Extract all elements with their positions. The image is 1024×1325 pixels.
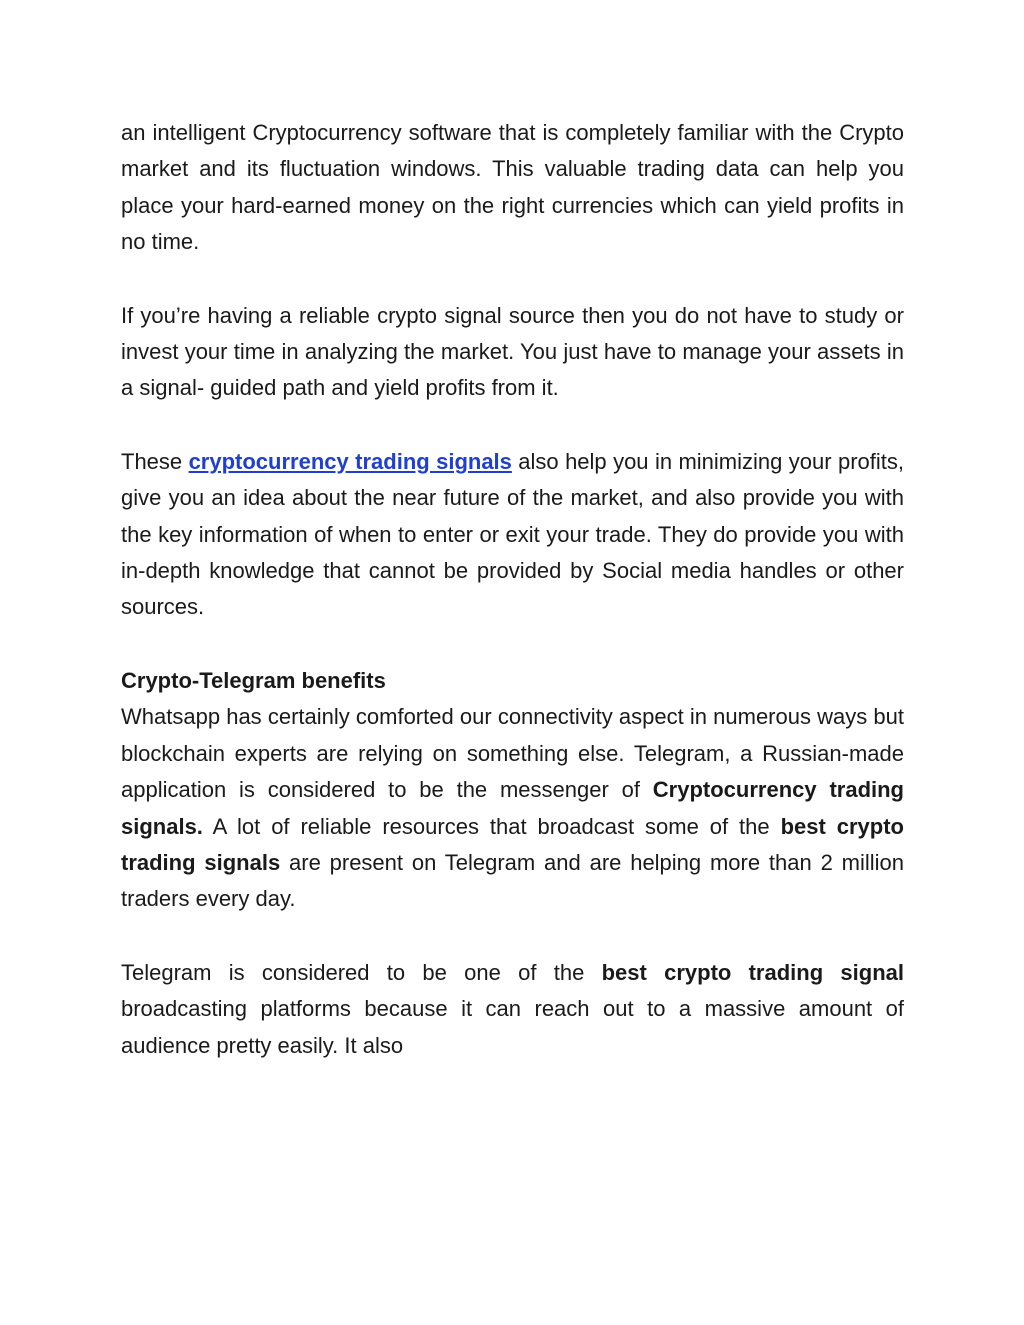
paragraph-intro xyxy=(121,115,904,261)
paragraph-trading-signals xyxy=(121,444,904,626)
paragraph-telegram xyxy=(121,699,904,917)
paragraph-trading-signals-after: also help you in minimizing your profits, give you an idea about the near future of the market, and also provide you with the key information of when to enter or exit your trade. They do provide you with in-depth knowledge that cannot be provided by Social media handles or other sources. xyxy=(121,448,905,620)
document-page xyxy=(121,115,904,1101)
paragraph-broadcasting xyxy=(121,955,904,1064)
paragraph-broadcasting-text-1: Telegram is considered to be one of the xyxy=(121,959,602,985)
paragraph-telegram-text-2: A lot of reliable resources that broadcast some of the xyxy=(202,813,781,839)
paragraph-intro-text: an intelligent Cryptocurrency software that is completely familiar with the Crypto market and its fluctuation windows. This valuable trading data can help you place your hard-earned money on the right currencies which can yield profits in no time. xyxy=(121,120,904,255)
cryptocurrency-trading-signals-link[interactable]: cryptocurrency trading signals xyxy=(188,448,512,474)
paragraph-telegram-text-3: are present on Telegram and are helping more than 2 million traders every day. xyxy=(121,849,904,912)
paragraph-trading-signals-before: These xyxy=(121,448,189,474)
paragraph-signal-source-text: If you’re having a reliable crypto signal source then you do not have to study or invest your time in analyzing the market. You just have to manage your assets in a signal- guided path and yield profits from it. xyxy=(121,302,904,401)
section-heading: Crypto-Telegram benefits xyxy=(121,667,386,693)
paragraph-telegram-text-1: Whatsapp has certainly comforted our connectivity aspect in numerous ways but blockchain experts are relying on something else. Telegram, a Russian-made application is considered to be the messenger of xyxy=(121,704,904,803)
paragraph-broadcasting-bold-1: best crypto trading signal xyxy=(601,959,904,985)
paragraph-telegram-bold-1: Cryptocurrency trading signals. xyxy=(121,777,904,839)
paragraph-signal-source xyxy=(121,298,904,407)
paragraph-broadcasting-text-2: broadcasting platforms because it can reach out to a massive amount of audience pretty easily. It also xyxy=(121,996,904,1058)
paragraph-telegram-bold-2: best crypto trading signals xyxy=(121,813,904,875)
